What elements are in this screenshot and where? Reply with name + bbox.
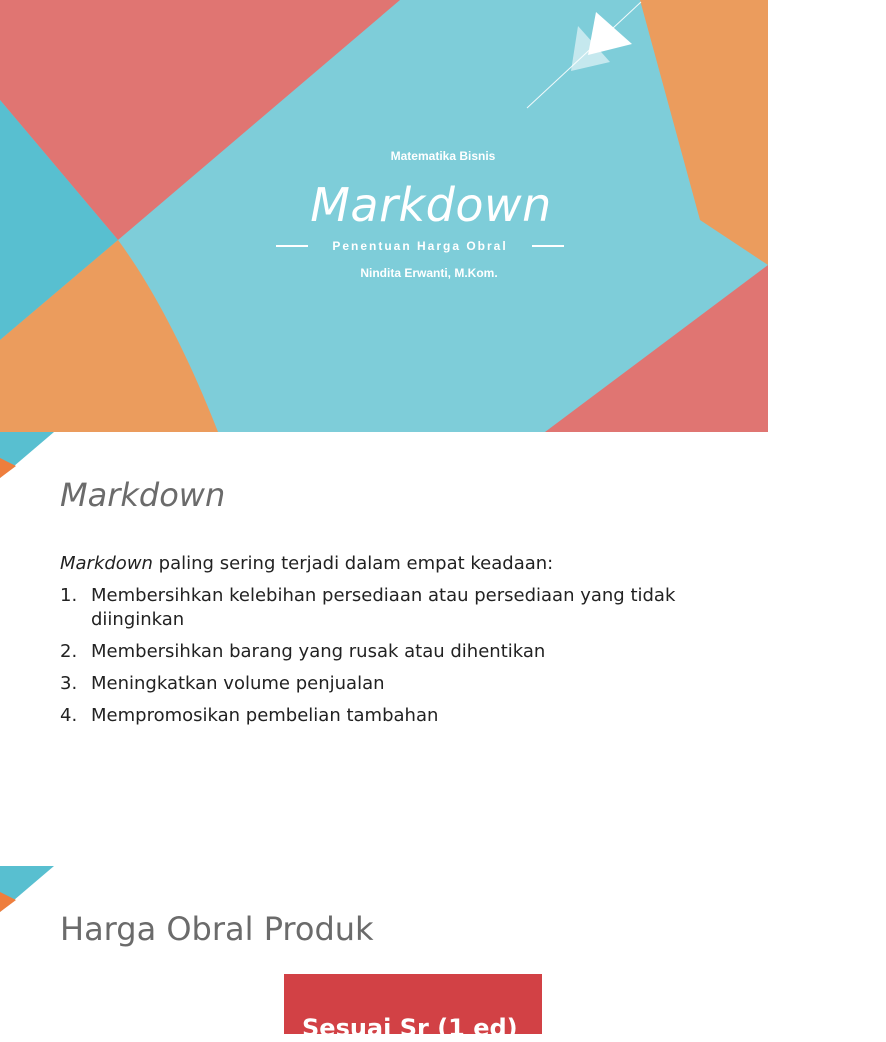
list-text: Meningkatkan volume penjualan: [91, 673, 385, 694]
reasons-list: [60, 584, 710, 728]
list-item: [60, 672, 710, 696]
subtitle-dash-left: [276, 245, 308, 247]
subtitle-dash-right: [532, 245, 564, 247]
section-title: Harga Obral Produk: [60, 910, 374, 948]
highlight-box: [284, 974, 542, 1042]
list-number: 2.: [60, 641, 78, 662]
list-number: 3.: [60, 673, 78, 694]
intro-emphasis: Markdown: [60, 553, 153, 574]
author-name: Nindita Erwanti, M.Kom.: [360, 266, 498, 280]
section-body: [60, 552, 710, 736]
intro-paragraph: [60, 552, 710, 576]
list-item: [60, 640, 710, 664]
slide-title: Markdown: [310, 178, 552, 232]
highlight-box-text: Sesuai Sr (1 ed): [302, 1014, 518, 1042]
section-title: Markdown: [60, 476, 226, 514]
list-item: [60, 584, 710, 632]
list-text: Mempromosikan pembelian tambahan: [91, 705, 439, 726]
list-text: Membersihkan barang yang rusak atau dihentikan: [91, 641, 546, 662]
subtitle-row: [276, 239, 564, 253]
list-item: [60, 704, 710, 728]
list-text: Membersihkan kelebihan persediaan atau persediaan yang tidak diinginkan: [91, 585, 676, 630]
list-number: 4.: [60, 705, 78, 726]
intro-text: paling sering terjadi dalam empat keadaan:: [152, 553, 554, 574]
list-number: 1.: [60, 585, 78, 606]
corner-decoration: [0, 866, 60, 916]
content-slide-harga-obral: [0, 866, 768, 1042]
slide-subtitle: Penentuan Harga Obral: [332, 239, 508, 253]
content-slide-markdown: [0, 432, 768, 866]
course-name: Matematika Bisnis: [390, 149, 496, 163]
title-slide: [0, 0, 768, 432]
corner-decoration: [0, 432, 60, 482]
